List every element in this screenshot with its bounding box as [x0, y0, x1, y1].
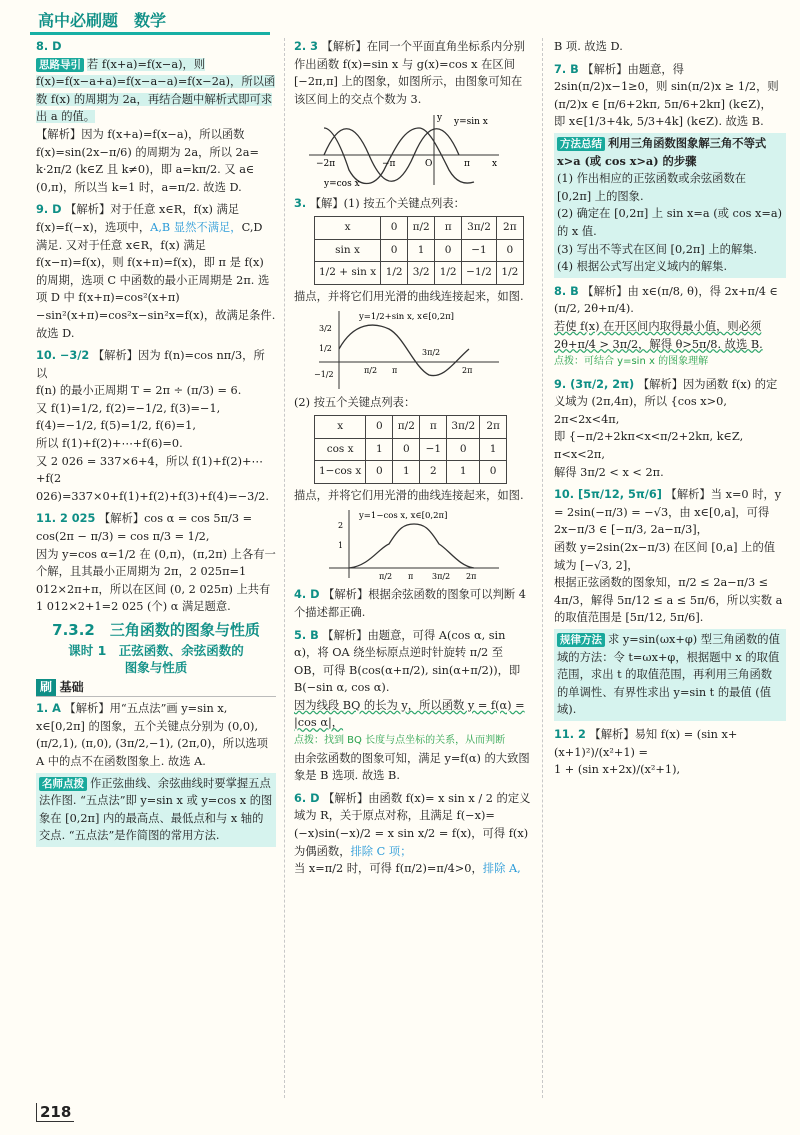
tip-text: 作正弦曲线、余弦曲线时要掌握五点法作图. “五点法”即 y=sin x 或 y=cos x 的图象在 [0,2π] 内的最高点、最低点和与 x 轴的交点. “五点法”是作简图的常用方法. — [39, 776, 273, 843]
answer-text: cos(2π − π/3) = cos π/3 = 1/2, — [36, 530, 210, 544]
table-cell: 1 — [408, 239, 435, 262]
half-plus-sin-graph — [304, 307, 504, 392]
answer-3 — [294, 195, 532, 581]
tip-step: (4) 根据公式写出定义域内的解集. — [557, 260, 728, 274]
sin-cos-graph — [304, 110, 504, 190]
highlight-text: 排除 C 项； — [350, 844, 412, 858]
table-cell: 2π — [496, 216, 523, 239]
answer-text: 【解析】根据余弦函数的图象可以判断 4 个描述都正确. — [294, 588, 526, 619]
tip-step: (2) 确定在 [0,2π] 上 sin x=a (或 cos x=a) 的 x 值. — [557, 207, 782, 238]
answer-6 — [294, 790, 532, 878]
answer-7 — [554, 61, 786, 278]
answer-number: 10. [5π/12, 5π/6] — [554, 488, 662, 502]
brush-tag: 刷 — [36, 679, 56, 697]
table-cell: 1/2 — [496, 262, 523, 285]
tip-text: 求 y=sin(ωx+φ) 型三角函数的值域的方法：令 t=ωx+φ，根据题中 x 的取值范围，求出 t 的取值范围，再利用三角函数的单调性、有界性求出 y=sin t 的最值 (值域). — [557, 633, 780, 717]
answer-text: 【解析】cos α = cos 5π/3 = — [98, 512, 253, 526]
column-2 — [294, 38, 532, 883]
answer-number: 1. A — [36, 702, 61, 716]
table-cell: π — [420, 415, 447, 438]
x-tick: π/2 — [364, 366, 378, 376]
answer-text: f(4)=−1/2, f(5)=1/2, f(6)=1, — [36, 419, 196, 433]
answer-text: 【解】(1) 按五个关键点列表： — [309, 197, 465, 211]
table-cell: π/2 — [408, 216, 435, 239]
curve-label: y=1−cos x, x∈[0,2π] — [359, 511, 448, 522]
table-cell: 3π/2 — [447, 415, 480, 438]
one-minus-cos-graph — [304, 506, 504, 581]
answer-number: 4. D — [294, 588, 320, 602]
answer-text: 因为线段 BQ 的长为 y，所以函数 y = f(α) = |cos α|， — [294, 698, 525, 730]
answer-text: 【解析】由 x∈(π/8, θ)，得 2x+π/4 ∈ (π/2, 2θ+π/4). — [554, 284, 778, 316]
table-cell: 0 — [381, 216, 408, 239]
header-underline — [30, 32, 270, 35]
x-tick: 2π — [466, 572, 477, 582]
answer-9b — [554, 376, 786, 482]
answer-text: 根据正弦函数的图象知，π/2 ≤ 2a−π/3 ≤ 4π/3，解得 5π/12 ≤ a ≤ 5π/6，所以实数 a 的取值范围是 [5π/12, 5π/6]. — [554, 576, 783, 625]
note-text: 点拨：可结合 y=sin x 的图象理解 — [554, 356, 709, 368]
table-cell: 1/2 — [435, 262, 462, 285]
y-axis-label: y — [437, 113, 443, 124]
tip-box — [554, 629, 786, 721]
cos-label: y=cos x — [324, 179, 360, 190]
answer-number: 5. B — [294, 628, 319, 642]
table-cell: 1 — [447, 461, 480, 484]
table-cell: cos x — [315, 438, 366, 461]
x-tick: 2π — [462, 366, 473, 376]
answer-2 — [294, 38, 532, 190]
answer-text: 若使 f(x) 在开区间内取得最小值，则必须 2θ+π/4 > 3π/2，解得 θ>5π/8. 故选 B. — [554, 319, 763, 351]
table-cell: π — [435, 216, 462, 239]
answer-11b — [554, 726, 786, 779]
table-row — [315, 216, 524, 239]
table-row — [315, 262, 524, 285]
answer-text: 因为 y=cos α=1/2 在 (0,π)，(π,2π) 上各有一个解，且其最小正周期为 2π，2 025π=1 012×2π+π，所以在区间 (0, 2 025π) 上共有 1 012×2+1=2 025 (个) α 满足题意. — [36, 547, 276, 614]
answer-number: 6. D — [294, 791, 320, 805]
tip-title: 利用三角函数图象解三角不等式 x>a (或 cos x>a) 的步骤 — [557, 135, 767, 168]
table-row — [315, 239, 524, 262]
y-tick: 3/2 — [319, 324, 332, 334]
highlight-text: 排除 A, — [482, 862, 521, 876]
table-cell: 1/2 — [381, 262, 408, 285]
answer-8 — [36, 38, 276, 196]
answer-10 — [36, 347, 276, 505]
curve-label: y=1/2+sin x, x∈[0,2π] — [359, 312, 455, 323]
x-tick: 3π/2 — [422, 348, 441, 358]
answer-text: 描点，并将它们用光滑的曲线连接起来，如图. — [294, 289, 524, 303]
tip-step: (3) 写出不等式在区间 [0,2π] 上的解集. — [557, 242, 758, 256]
answer-text: f(x)=sin(2x−π/6) 的周期为 2a，所以 2a= — [36, 145, 259, 159]
table-cell: 1/2 + sin x — [315, 262, 381, 285]
answer-text: (2) 按五个关键点列表： — [294, 396, 416, 410]
table-cell: −1/2 — [462, 262, 497, 285]
curve — [339, 325, 469, 376]
answer-text: 又 f(1)=1/2, f(2)=−1/2, f(3)=−1, — [36, 401, 221, 415]
answer-text: 【解析】因为 f(x+a)=f(x−a)，所以函数 — [36, 127, 245, 141]
page-number: 218 — [36, 1103, 74, 1122]
y-tick: −1/2 — [314, 370, 334, 380]
tip-tag: 名师点拨 — [39, 777, 87, 791]
sin-label: y=sin x — [454, 117, 488, 128]
answer-text: 【解析】用“五点法”画 y=sin x, x∈[0,2π] 的图象，五个关键点分别为 (0,0), (π/2,1), (π,0), (3π/2,−1), (2π,0)，所以选项 A 中的点不在函数图象上. 故选 A. — [36, 702, 268, 768]
page-header-title: 高中必刷题 数学 — [38, 11, 167, 30]
table-cell: −1 — [420, 438, 447, 461]
table-cell: 2 — [420, 461, 447, 484]
answer-1 — [36, 700, 276, 847]
table-cell: 0 — [393, 438, 420, 461]
answer-text: k·2π/2 (k∈Z 且 k≠0)，即 a=kπ/2. 又 a∈ — [36, 163, 255, 177]
answer-text: 【解析】在同一个平面直角坐标系内分别作出函数 f(x)=sin x 与 g(x)=cos x 在区间 [−2π,π] 上的图象，如图所示，由图象可知在该区间上的交点个数为 3. — [294, 40, 525, 106]
highlight-text: A,B 显然不满足， — [150, 220, 242, 234]
answer-number: 9. (3π/2, 2π) — [554, 377, 635, 391]
answer-text: 1 + (sin x+2x)/(x²+1), — [554, 763, 681, 777]
answer-text: 【解析】易知 f(x) = (sin x+(x+1)²)/(x²+1) = — [554, 727, 738, 759]
table-cell: 0 — [435, 239, 462, 262]
answer-number: 8. B — [554, 284, 579, 298]
answer-text: C,D 满足. 又对于任意 x∈R，f(x) 满足 f(x−π)=f(x)，则 f(x+π)=f(x)，即 π 是 f(x) 的周期，选项 C 中函数的最小正周期是 2π. 选项 D 中 f(x+π)=cos²(x+π)−sin²(x+π)=cos²x−sin²x=f(x)，故满足条件. 故选 D. — [36, 220, 276, 340]
answer-10b — [554, 486, 786, 721]
table-cell: 1 — [480, 438, 507, 461]
answer-text: 【解析】由题意，可得 A(cos α, sin α)，将 OA 绕坐标原点逆时针旋转 π/2 至 OB，可得 B(cos(α+π/2), sin(α+π/2))，即 B(−sin α, cos α). — [294, 628, 521, 695]
brush-label: 基础 — [59, 679, 84, 694]
answer-text: 【解析】当 x=0 时，y = 2sin(−π/3) = −√3，由 x∈[0,a]，可得 2x−π/3 ∈ [−π/3, 2a−π/3]， — [554, 488, 782, 537]
y-tick: 2 — [338, 521, 344, 531]
x-tick: π — [408, 572, 414, 582]
lesson-title-line2: 图象与性质 — [124, 659, 188, 675]
answer-4 — [294, 586, 532, 621]
origin-label: O — [425, 159, 433, 170]
table-cell: 3/2 — [408, 262, 435, 285]
y-tick: 1 — [338, 541, 344, 551]
answer-text: 即 x∈[1/3+4k, 5/3+4k] (k∈Z). 故选 B. — [554, 115, 764, 129]
answer-text: 即 {−π/2+2kπ<x<π/2+2kπ, k∈Z, π<x<2π, — [554, 430, 744, 462]
table-cell: 0 — [447, 438, 480, 461]
table-cell: 2π — [480, 415, 507, 438]
table-cell: −1 — [462, 239, 497, 262]
answer-text: 当 x=π/2 时，可得 f(π/2)=π/4>0， — [294, 862, 483, 876]
table-cell: x — [315, 216, 381, 239]
note-text: 点拨：找到 BQ 长度与点坐标的关系，从而判断 — [294, 735, 506, 747]
answer-9 — [36, 201, 276, 342]
table-cell: 0 — [480, 461, 507, 484]
answer-number: 10. −3/2 — [36, 349, 90, 363]
x-axis-label: x — [492, 159, 498, 170]
tip-tag: 思路导引 — [36, 58, 84, 72]
answer-8b — [554, 283, 786, 371]
answer-11 — [36, 510, 276, 616]
cos-curve — [324, 128, 474, 184]
curve — [349, 524, 474, 568]
table-cell: 0 — [366, 415, 393, 438]
x-tick: π — [464, 159, 470, 170]
page-header — [30, 6, 770, 32]
answer-text: 所以 f(1)+f(2)+⋯+f(6)=0. — [36, 437, 183, 451]
tip-box — [554, 133, 786, 278]
answer-text: 又 2 026 = 337×6+4，所以 f(1)+f(2)+⋯+f(2 026)=337×0+f(1)+f(2)+f(3)+f(4)=−3/2. — [36, 454, 269, 503]
table-cell: 1−cos x — [315, 461, 366, 484]
column-divider-2 — [542, 38, 543, 1098]
column-divider-1 — [284, 38, 285, 1098]
column-1 — [36, 38, 276, 852]
column-3 — [554, 38, 786, 784]
table-cell: 1 — [366, 438, 393, 461]
x-tick: π/2 — [379, 572, 393, 582]
table-cell: 1 — [393, 461, 420, 484]
table-cell: 0 — [381, 239, 408, 262]
answer-number: 11. 2 — [554, 727, 586, 741]
table-row — [315, 438, 507, 461]
answer-text: 【解析】对于任意 x∈R，f(x) 满足 f(x)=f(−x)，选项中， — [36, 203, 240, 234]
table-cell: x — [315, 415, 366, 438]
tip-box — [36, 773, 276, 847]
lesson-title: 课时 1 正弦函数、余弦函数的 — [68, 642, 244, 658]
x-tick: π — [392, 366, 398, 376]
x-tick: −π — [382, 159, 396, 170]
answer-text: 【解析】由题意，得 2sin(π/2)x−1≥0，则 sin(π/2)x ≥ 1/2，则 (π/2)x ∈ [π/6+2kπ, 5π/6+2kπ] (k∈Z)， — [554, 62, 779, 111]
tip-text: 若 f(x+a)=f(x−a)，则 f(x)=f(x−a+a)=f(x−a−a)=f(x−2a)，所以函数 f(x) 的周期为 2a，再结合题中解析式即可求出 a 的值。 — [36, 57, 276, 124]
table-row — [315, 461, 507, 484]
tip-tag: 规律方法 — [557, 633, 605, 647]
y-tick: 1/2 — [319, 344, 332, 354]
table-cell: 0 — [496, 239, 523, 262]
answer-number: 3. — [294, 197, 307, 211]
table-cell: 0 — [366, 461, 393, 484]
table-cell: 3π/2 — [462, 216, 497, 239]
answer-text: B 项. 故选 D. — [554, 40, 623, 53]
answer-text: 由余弦函数的图象可知，满足 y=f(α) 的大致图象是 B 选项. 故选 B. — [294, 751, 530, 783]
brush-basics-bar — [36, 679, 276, 698]
key-points-table-2 — [314, 415, 507, 484]
x-tick: −2π — [316, 159, 336, 170]
section-title: 7.3.2 三角函数的图象与性质 — [52, 621, 260, 639]
answer-number: 8. D — [36, 40, 62, 53]
table-cell: sin x — [315, 239, 381, 262]
table-row — [315, 415, 507, 438]
answer-number: 9. D — [36, 203, 62, 217]
answer-text: f(n) 的最小正周期 T = 2π ÷ (π/3) = 6. — [36, 384, 242, 398]
answer-text: 【解析】因为 f(n)=cos nπ/3，所以 — [36, 349, 265, 380]
answer-6-continued — [554, 38, 786, 56]
key-points-table-1 — [314, 216, 524, 285]
answer-text: 描点，并将它们用光滑的曲线连接起来，如图. — [294, 488, 524, 502]
x-tick: 3π/2 — [432, 572, 451, 582]
answer-number: 7. B — [554, 62, 579, 76]
table-cell: π/2 — [393, 415, 420, 438]
tip-step: (1) 作出相应的正弦函数或余弦函数在 [0,2π] 上的图象. — [557, 172, 747, 203]
answer-number: 2. 3 — [294, 40, 318, 53]
answer-number: 11. 2 025 — [36, 512, 96, 526]
answer-5 — [294, 627, 532, 785]
answer-text: (0,π)，所以当 k=1 时，a=π/2. 故选 D. — [36, 180, 242, 194]
answer-text: 【解析】由函数 f(x)= x sin x / 2 的定义域为 R，关于原点对称，且满足 f(−x)=(−x)sin(−x)/2 = x sin x/2 = f(x)，可得 f(x) 为偶函数， — [294, 791, 531, 858]
answer-text: 函数 y=2sin(2x−π/3) 在区间 [0,a] 上的值域为 [−√3, 2]， — [554, 541, 776, 572]
answer-text: 【解析】因为函数 f(x) 的定义域为 (2π,4π)，所以 {cos x>0, 2π<2x<4π, — [554, 377, 778, 426]
tip-tag: 方法总结 — [557, 137, 605, 151]
answer-text: 解得 3π/2 < x < 2π. — [554, 465, 664, 479]
